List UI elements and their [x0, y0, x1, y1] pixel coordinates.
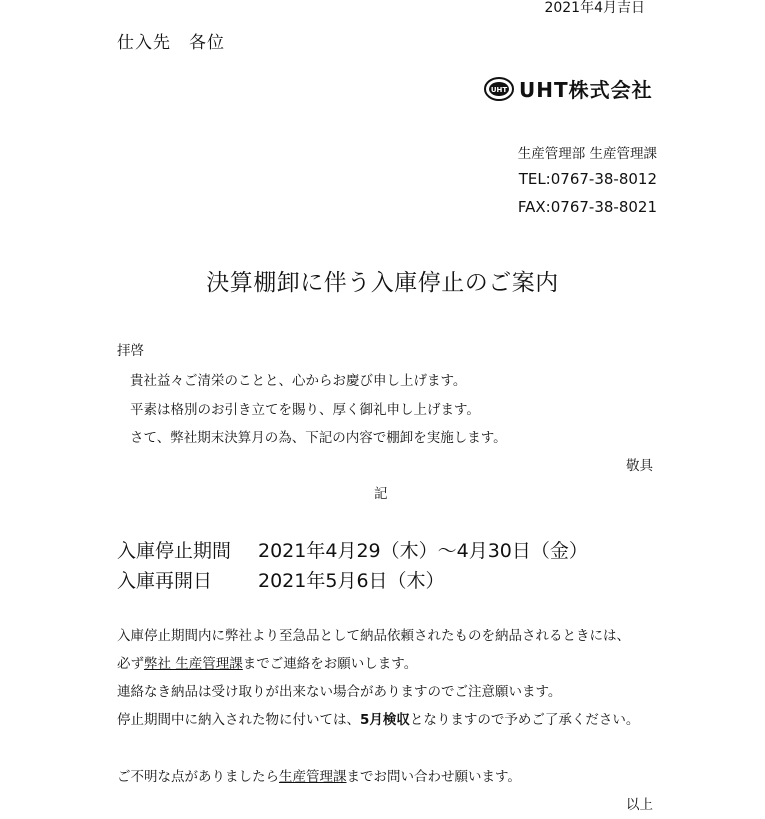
inspection-month: 5月検収	[360, 712, 410, 728]
department: 生産管理部 生産管理課	[517, 146, 657, 162]
inquiry-line	[117, 765, 521, 785]
end-mark: 以上	[626, 797, 653, 813]
body-line-2	[117, 652, 417, 672]
closing: 敬具	[626, 458, 653, 474]
greeting-line-2: 平素は格別のお引き立てを賜り、厚く御礼申し上げます。	[130, 402, 480, 418]
company-logo	[483, 74, 653, 103]
ki-mark: 記	[374, 486, 388, 502]
body-line-3: 連絡なき納品は受け取りが出来ない場合がありますのでご注意願います。	[117, 684, 562, 700]
logo-mark-text: UHT	[490, 85, 508, 94]
issue-date: 2021年4月吉日	[544, 0, 645, 16]
greeting-line-1: 貴社益々ご清栄のことと、心からお慶び申し上げます。	[130, 373, 467, 389]
contact-department: 弊社 生産管理課	[144, 656, 243, 672]
body-line-4-prefix: 停止期間中に納入された物に付いては、	[117, 712, 360, 728]
body-line-1: 入庫停止期間内に弊社より至急品として納品依頼されたものを納品されるときには、	[117, 628, 630, 644]
company-emblem-icon	[483, 76, 515, 102]
reopen-date-label: 入庫再開日	[117, 570, 213, 592]
company-name: UHT株式会社	[519, 78, 653, 102]
addressee: 仕入先 各位	[117, 33, 225, 53]
stop-period-label: 入庫停止期間	[117, 540, 232, 562]
stop-period-value: 2021年4月29（木）〜4月30日（金）	[258, 540, 588, 562]
body-line-2-prefix: 必ず	[117, 656, 144, 672]
body-line-2-suffix: までご連絡をお願いします。	[242, 656, 418, 672]
inquiry-prefix: ご不明な点がありましたら	[117, 769, 279, 785]
body-line-4	[117, 708, 639, 728]
greeting-line-3: さて、弊社期末決算月の為、下記の内容で棚卸を実施します。	[130, 430, 507, 446]
reopen-date-value: 2021年5月6日（木）	[258, 570, 445, 592]
tel-number: TEL:0767-38-8012	[518, 170, 657, 188]
document-title: 決算棚卸に伴う入庫停止のご案内	[206, 270, 559, 296]
body-line-4-suffix: となりますので予めご了承ください。	[409, 712, 640, 728]
inquiry-suffix: までお問い合わせ願います。	[346, 769, 521, 785]
salutation: 拝啓	[117, 343, 144, 359]
fax-number: FAX:0767-38-8021	[517, 198, 657, 216]
inquiry-department: 生産管理課	[279, 769, 347, 785]
